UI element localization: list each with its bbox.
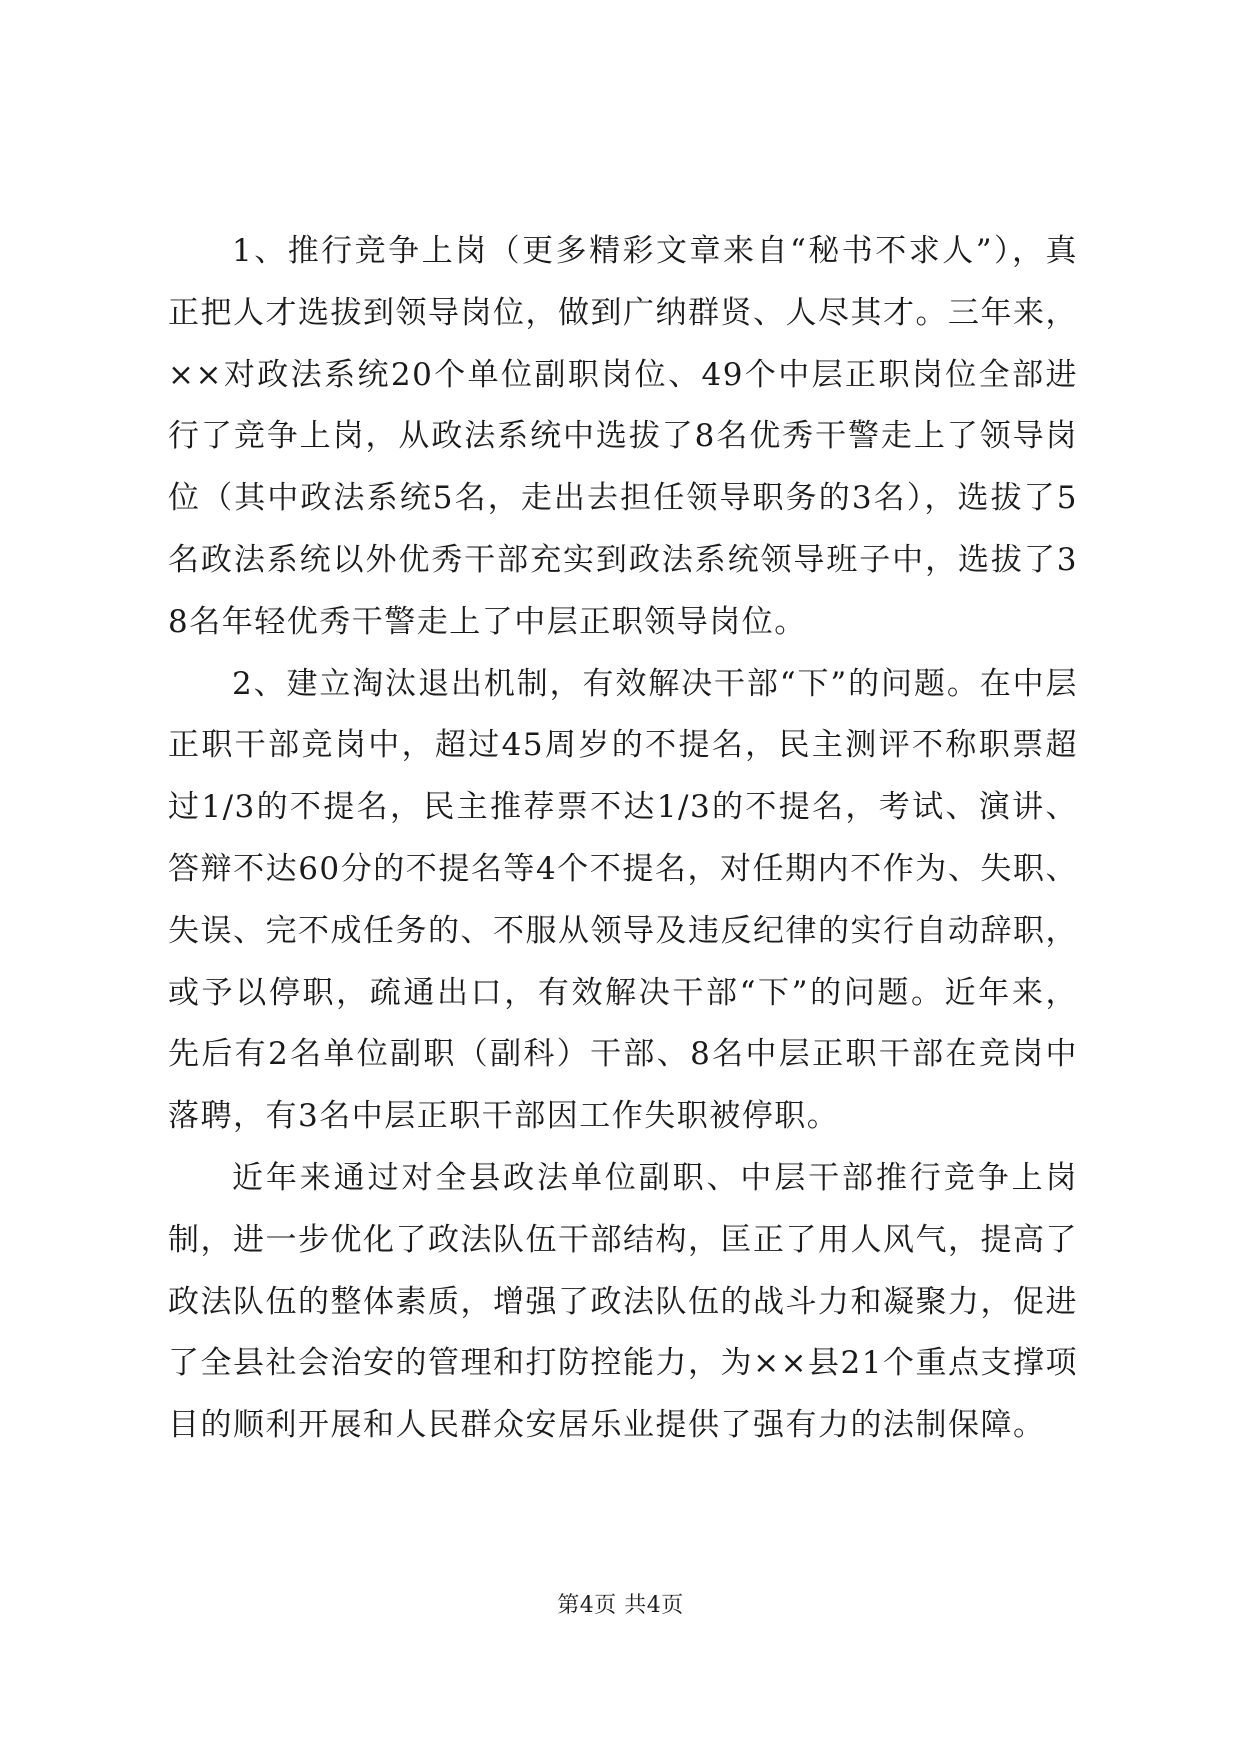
document-body bbox=[168, 221, 1078, 1457]
paragraph-competitive-appointment: 1、推行竞争上岗（更多精彩文章来自“秘书不求人”），真正把人才选拔到领导岗位，做到广纳群贤、人尽其才。三年来，××对政法系统20个单位副职岗位、49个中层正职岗位全部进行了竞争上岗，从政法系统中选拔了8名优秀干警走上了领导岗位（其中政法系统5名，走出去担任领导职务的3名），选拔了5名政法系统以外优秀干部充实到政法系统领导班子中，选拔了38名年轻优秀干警走上了中层正职领导岗位。 bbox=[168, 233, 1078, 640]
paragraph-conclusion: 近年来通过对全县政法单位副职、中层干部推行竞争上岗制，进一步优化了政法队伍干部结构，匡正了用人风气，提高了政法队伍的整体素质，增强了政法队伍的战斗力和凝聚力，促进了全县社会治安的管理和打防控能力，为××县21个重点支撑项目的顺利开展和人民群众安居乐业提供了强有力的法制保障。 bbox=[168, 1159, 1078, 1444]
paragraph-elimination-mechanism: 2、建立淘汰退出机制，有效解决干部“下”的问题。在中层正职干部竞岗中，超过45周岁的不提名，民主测评不称职票超过1/3的不提名，民主推荐票不达1/3的不提名，考试、演讲、答辩不达60分的不提名等4个不提名，对任期内不作为、失职、失误、完不成任务的、不服从领导及违反纪律的实行自动辞职，或予以停职，疏通出口，有效解决干部“下”的问题。近年来，先后有2名单位副职（副科）干部、8名中层正职干部在竞岗中落聘，有3名中层正职干部因工作失职被停职。 bbox=[168, 665, 1078, 1135]
page-footer: 第4页 共4页 bbox=[557, 1593, 684, 1618]
